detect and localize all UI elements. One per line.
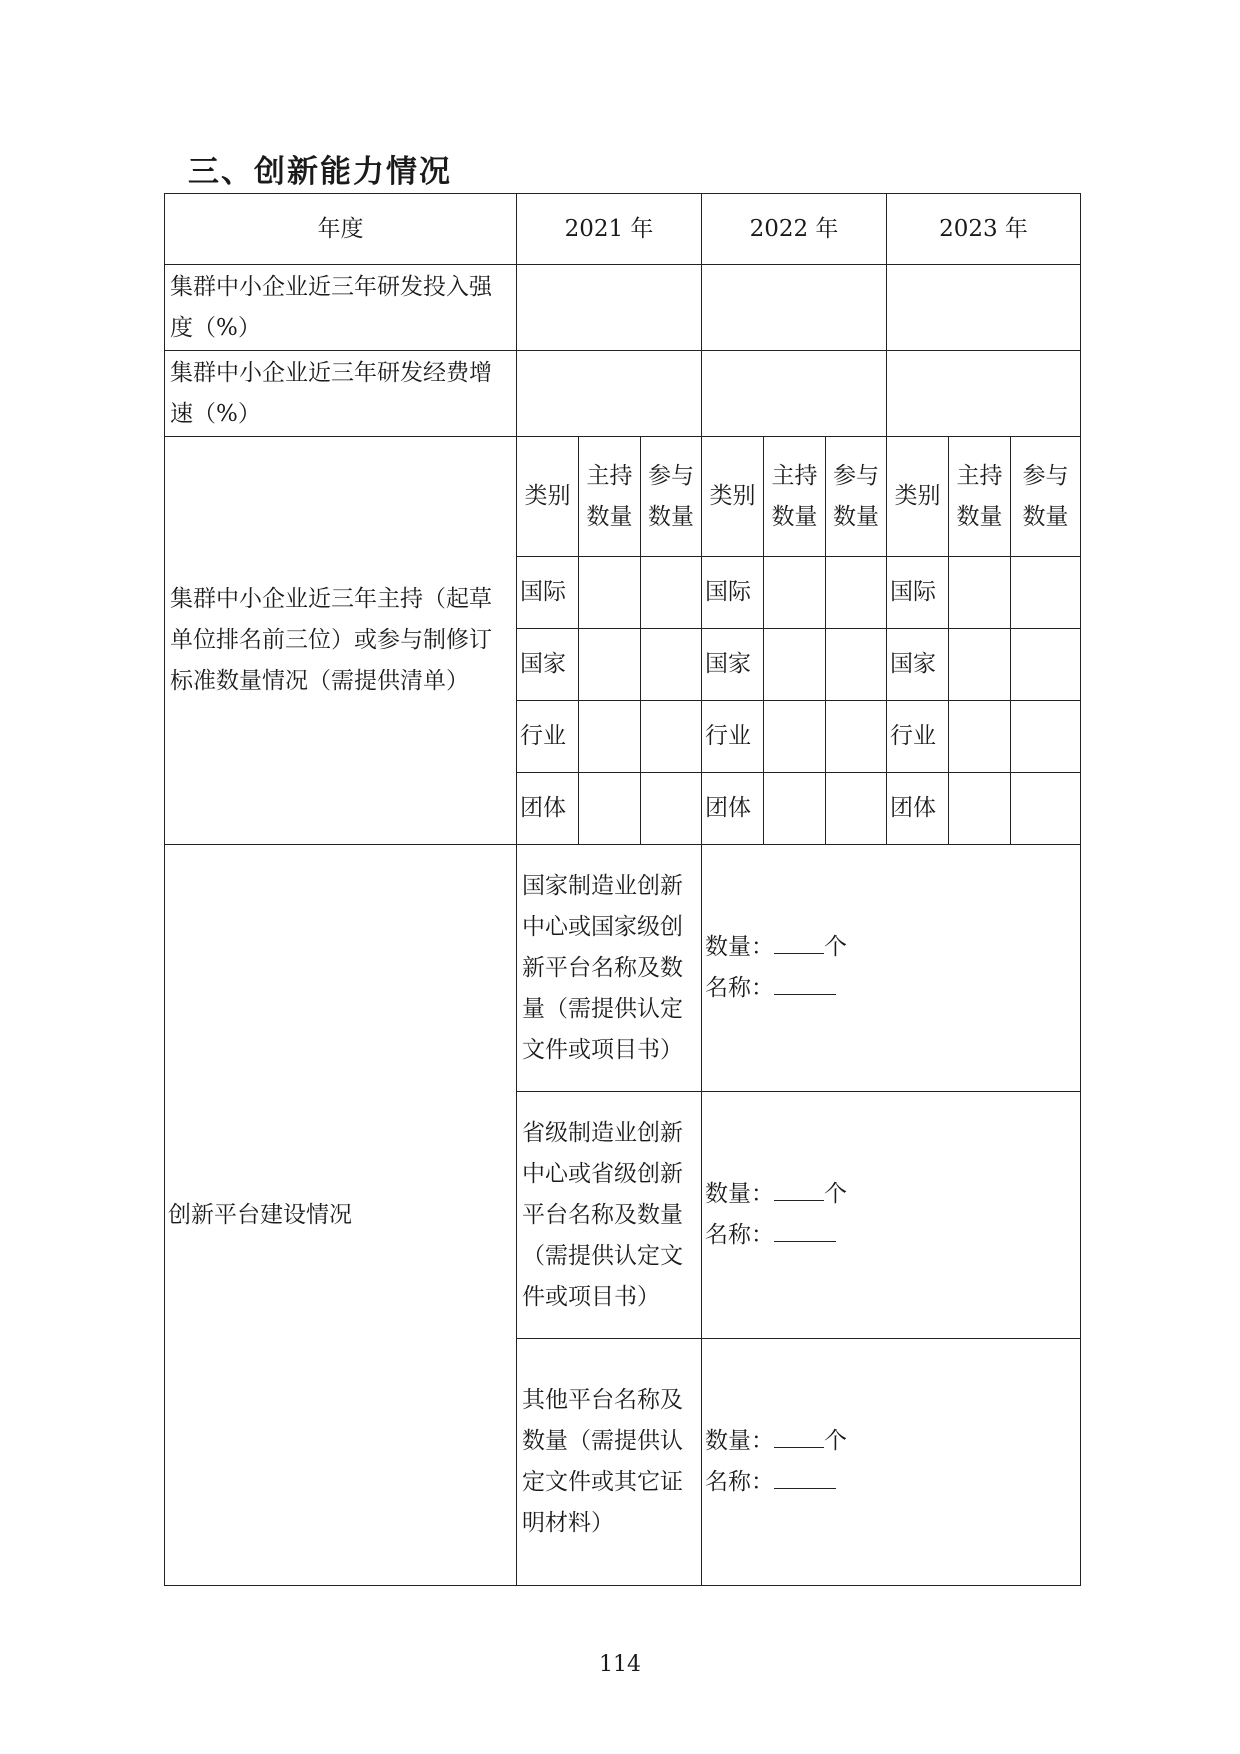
- participate-international-2021-field[interactable]: [641, 557, 702, 629]
- count-blank[interactable]: [774, 929, 824, 954]
- count-blank[interactable]: [774, 1423, 824, 1448]
- name-blank[interactable]: [774, 1464, 836, 1489]
- participate-national-2022-field[interactable]: [826, 629, 887, 701]
- host-national-2023-field[interactable]: [949, 629, 1011, 701]
- host-count-header-2023: 主持 数量: [949, 437, 1011, 557]
- page-number: 114: [599, 1652, 641, 1677]
- participate-count-header-2022: 参与 数量: [826, 437, 887, 557]
- rd-intensity-2022-field[interactable]: [702, 265, 887, 351]
- participate-group-2022-field[interactable]: [826, 773, 887, 845]
- category-international-2022: 国际: [702, 557, 764, 629]
- host-count-header-2022: 主持 数量: [764, 437, 826, 557]
- standards-subheader-row: [165, 437, 1081, 557]
- participate-international-2023-field[interactable]: [1011, 557, 1081, 629]
- host-group-2023-field[interactable]: [949, 773, 1011, 845]
- participate-count-header-2021: 参与 数量: [641, 437, 702, 557]
- rd-intensity-row: [165, 265, 1081, 351]
- category-national-2023: 国家: [887, 629, 949, 701]
- platform-national-entry[interactable]: [702, 845, 1081, 1092]
- count-blank[interactable]: [774, 1176, 824, 1201]
- host-national-2022-field[interactable]: [764, 629, 826, 701]
- host-group-2022-field[interactable]: [764, 773, 826, 845]
- host-international-2022-field[interactable]: [764, 557, 826, 629]
- section-title: 三、创新能力情况: [188, 154, 452, 190]
- category-group-2023: 团体: [887, 773, 949, 845]
- rd-intensity-label: 集群中小企业近三年研发投入强度（%）: [165, 265, 517, 351]
- participate-national-2021-field[interactable]: [641, 629, 702, 701]
- category-international-2021: 国际: [517, 557, 579, 629]
- year-2023-cell: 2023 年: [887, 194, 1081, 265]
- standards-label: 集群中小企业近三年主持（起草单位排名前三位）或参与制修订标准数量情况（需提供清单）: [165, 437, 517, 845]
- platform-provincial-name-line: 名称：: [702, 1215, 1080, 1256]
- category-header-2023: 类别: [887, 437, 949, 557]
- platform-other-entry[interactable]: [702, 1339, 1081, 1586]
- participate-international-2022-field[interactable]: [826, 557, 887, 629]
- participate-national-2023-field[interactable]: [1011, 629, 1081, 701]
- participate-industry-2023-field[interactable]: [1011, 701, 1081, 773]
- header-row: [165, 194, 1081, 265]
- year-2022-cell: 2022 年: [702, 194, 887, 265]
- name-blank[interactable]: [774, 1217, 836, 1242]
- category-national-2021: 国家: [517, 629, 579, 701]
- category-group-2022: 团体: [702, 773, 764, 845]
- rd-growth-2023-field[interactable]: [887, 351, 1081, 437]
- category-header-2021: 类别: [517, 437, 579, 557]
- host-industry-2022-field[interactable]: [764, 701, 826, 773]
- platform-other-count-line: 数量： 个: [702, 1421, 1080, 1462]
- participate-industry-2022-field[interactable]: [826, 701, 887, 773]
- participate-group-2023-field[interactable]: [1011, 773, 1081, 845]
- host-international-2023-field[interactable]: [949, 557, 1011, 629]
- category-header-2022: 类别: [702, 437, 764, 557]
- platform-other-label: 其他平台名称及数量（需提供认定文件或其它证明材料）: [517, 1339, 702, 1586]
- participate-count-header-2023: 参与 数量: [1011, 437, 1081, 557]
- name-blank[interactable]: [774, 970, 836, 995]
- participate-group-2021-field[interactable]: [641, 773, 702, 845]
- rd-intensity-2021-field[interactable]: [517, 265, 702, 351]
- category-group-2021: 团体: [517, 773, 579, 845]
- platform-provincial-label: 省级制造业创新中心或省级创新平台名称及数量（需提供认定文件或项目书）: [517, 1092, 702, 1339]
- year-label-cell: 年度: [165, 194, 517, 265]
- rd-intensity-2023-field[interactable]: [887, 265, 1081, 351]
- year-2021-cell: 2021 年: [517, 194, 702, 265]
- host-national-2021-field[interactable]: [579, 629, 641, 701]
- rd-growth-2021-field[interactable]: [517, 351, 702, 437]
- host-count-header-2021: 主持 数量: [579, 437, 641, 557]
- platform-national-label: 国家制造业创新中心或国家级创新平台名称及数量（需提供认定文件或项目书）: [517, 845, 702, 1092]
- participate-industry-2021-field[interactable]: [641, 701, 702, 773]
- category-industry-2023: 行业: [887, 701, 949, 773]
- innovation-capability-table: [164, 193, 1081, 1586]
- category-industry-2022: 行业: [702, 701, 764, 773]
- host-group-2021-field[interactable]: [579, 773, 641, 845]
- platform-row-national: [165, 845, 1081, 1092]
- host-industry-2023-field[interactable]: [949, 701, 1011, 773]
- category-national-2022: 国家: [702, 629, 764, 701]
- rd-growth-2022-field[interactable]: [702, 351, 887, 437]
- category-international-2023: 国际: [887, 557, 949, 629]
- platforms-label: 创新平台建设情况: [165, 845, 517, 1586]
- platform-national-name-line: 名称：: [702, 968, 1080, 1009]
- host-industry-2021-field[interactable]: [579, 701, 641, 773]
- platform-other-name-line: 名称：: [702, 1462, 1080, 1503]
- platform-provincial-entry[interactable]: [702, 1092, 1081, 1339]
- category-industry-2021: 行业: [517, 701, 579, 773]
- platform-national-count-line: 数量： 个: [702, 927, 1080, 968]
- host-international-2021-field[interactable]: [579, 557, 641, 629]
- rd-growth-row: [165, 351, 1081, 437]
- platform-provincial-count-line: 数量： 个: [702, 1174, 1080, 1215]
- rd-growth-label: 集群中小企业近三年研发经费增速（%）: [165, 351, 517, 437]
